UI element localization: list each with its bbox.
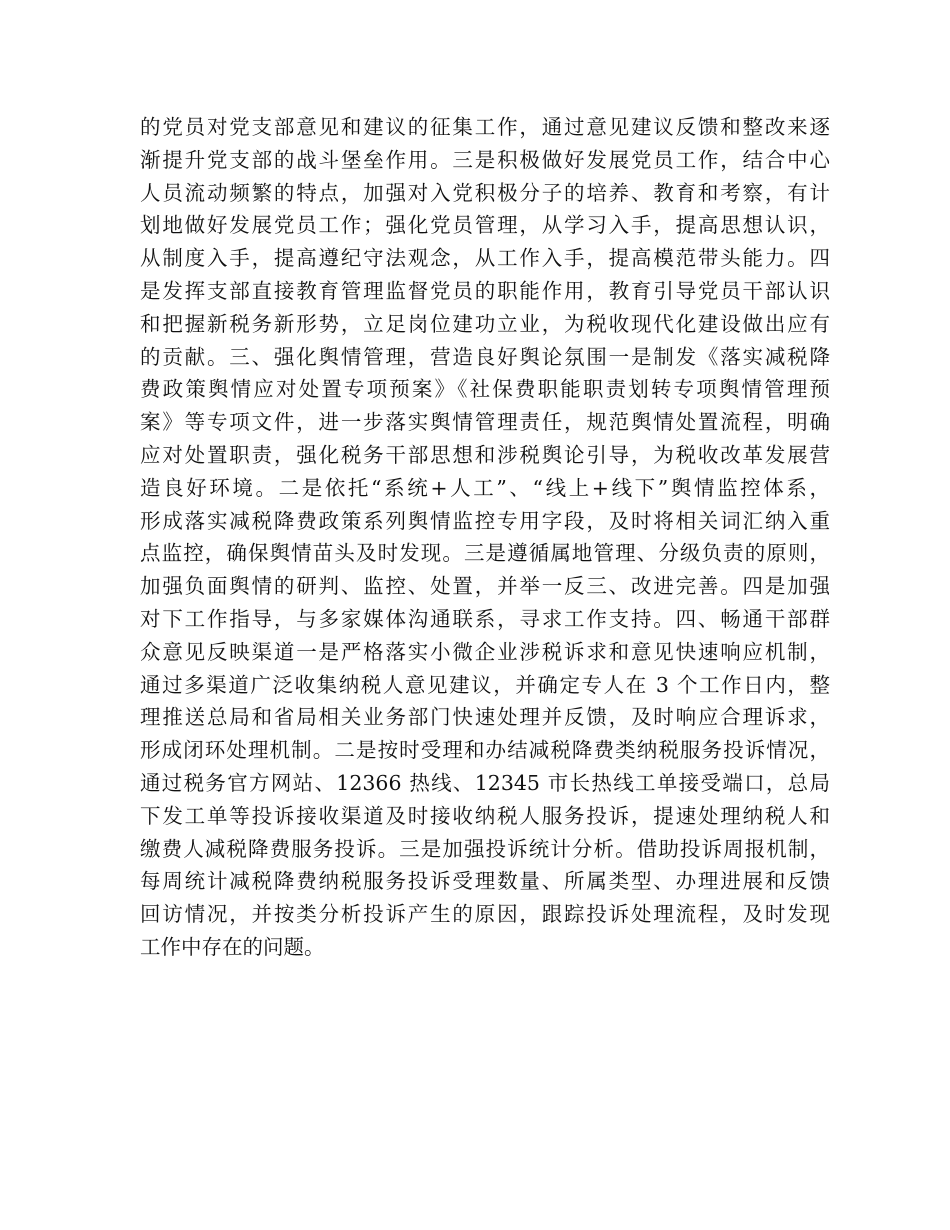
text-line: 人员流动频繁的特点，加强对入党积极分子的培养、教育和考察，有计 — [140, 180, 830, 205]
text-line: 对下工作指导，与多家媒体沟通联系，寻求工作支持。四、畅通干部群 — [140, 606, 830, 631]
text-line: 工作中存在的问题。 — [140, 934, 325, 959]
text-line: 应对处置职责，强化税务干部思想和涉税舆论引导，为税收改革发展营 — [140, 442, 830, 467]
text-line: 理推送总局和省局相关业务部门快速处理并反馈，及时响应合理诉求， — [140, 705, 830, 730]
text-line: 下发工单等投诉接收渠道及时接收纳税人服务投诉，提速处理纳税人和 — [140, 803, 830, 828]
text-line: 造良好环境。二是依托“系统+人工”、“线上+线下”舆情监控体系， — [140, 475, 830, 500]
text-line: 的贡献。三、强化舆情管理，营造良好舆论氛围一是制发《落实减税降 — [140, 344, 830, 369]
text-line: 点监控，确保舆情苗头及时发现。三是遵循属地管理、分级负责的原则， — [140, 541, 830, 566]
text-line: 和把握新税务新形势，立足岗位建功立业，为税收现代化建设做出应有 — [140, 311, 830, 336]
text-line: 划地做好发展党员工作；强化党员管理，从学习入手，提高思想认识， — [140, 213, 830, 238]
text-line: 通过多渠道广泛收集纳税人意见建议，并确定专人在 3 个工作日内，整 — [140, 672, 830, 697]
text-line: 众意见反映渠道一是严格落实小微企业涉税诉求和意见快速响应机制， — [140, 639, 830, 664]
text-line: 加强负面舆情的研判、监控、处置，并举一反三、改进完善。四是加强 — [140, 574, 830, 599]
text-line: 的党员对党支部意见和建议的征集工作，通过意见建议反馈和整改来逐 — [140, 115, 830, 139]
text-line: 每周统计减税降费纳税服务投诉受理数量、所属类型、办理进展和反馈 — [140, 869, 830, 894]
text-line: 缴费人减税降费服务投诉。三是加强投诉统计分析。借助投诉周报机制， — [140, 836, 830, 861]
text-line: 通过税务官方网站、12366 热线、12345 市长热线工单接受端口，总局 — [140, 770, 830, 795]
text-line: 回访情况，并按类分析投诉产生的原因，跟踪投诉处理流程，及时发现 — [140, 902, 830, 927]
text-line: 形成闭环处理机制。二是按时受理和办结减税降费类纳税服务投诉情况， — [140, 738, 830, 763]
body-text — [140, 111, 830, 964]
text-line: 形成落实减税降费政策系列舆情监控专用字段，及时将相关词汇纳入重 — [140, 508, 830, 533]
text-line: 从制度入手，提高遵纪守法观念，从工作入手，提高模范带头能力。四 — [140, 246, 830, 271]
text-line: 案》等专项文件，进一步落实舆情管理责任，规范舆情处置流程，明确 — [140, 410, 830, 435]
text-line: 费政策舆情应对处置专项预案》《社保费职能职责划转专项舆情管理预 — [140, 377, 830, 402]
text-line: 是发挥支部直接教育管理监督党员的职能作用，教育引导党员干部认识 — [140, 278, 830, 303]
text-line: 渐提升党支部的战斗堡垒作用。三是积极做好发展党员工作，结合中心 — [140, 147, 830, 172]
